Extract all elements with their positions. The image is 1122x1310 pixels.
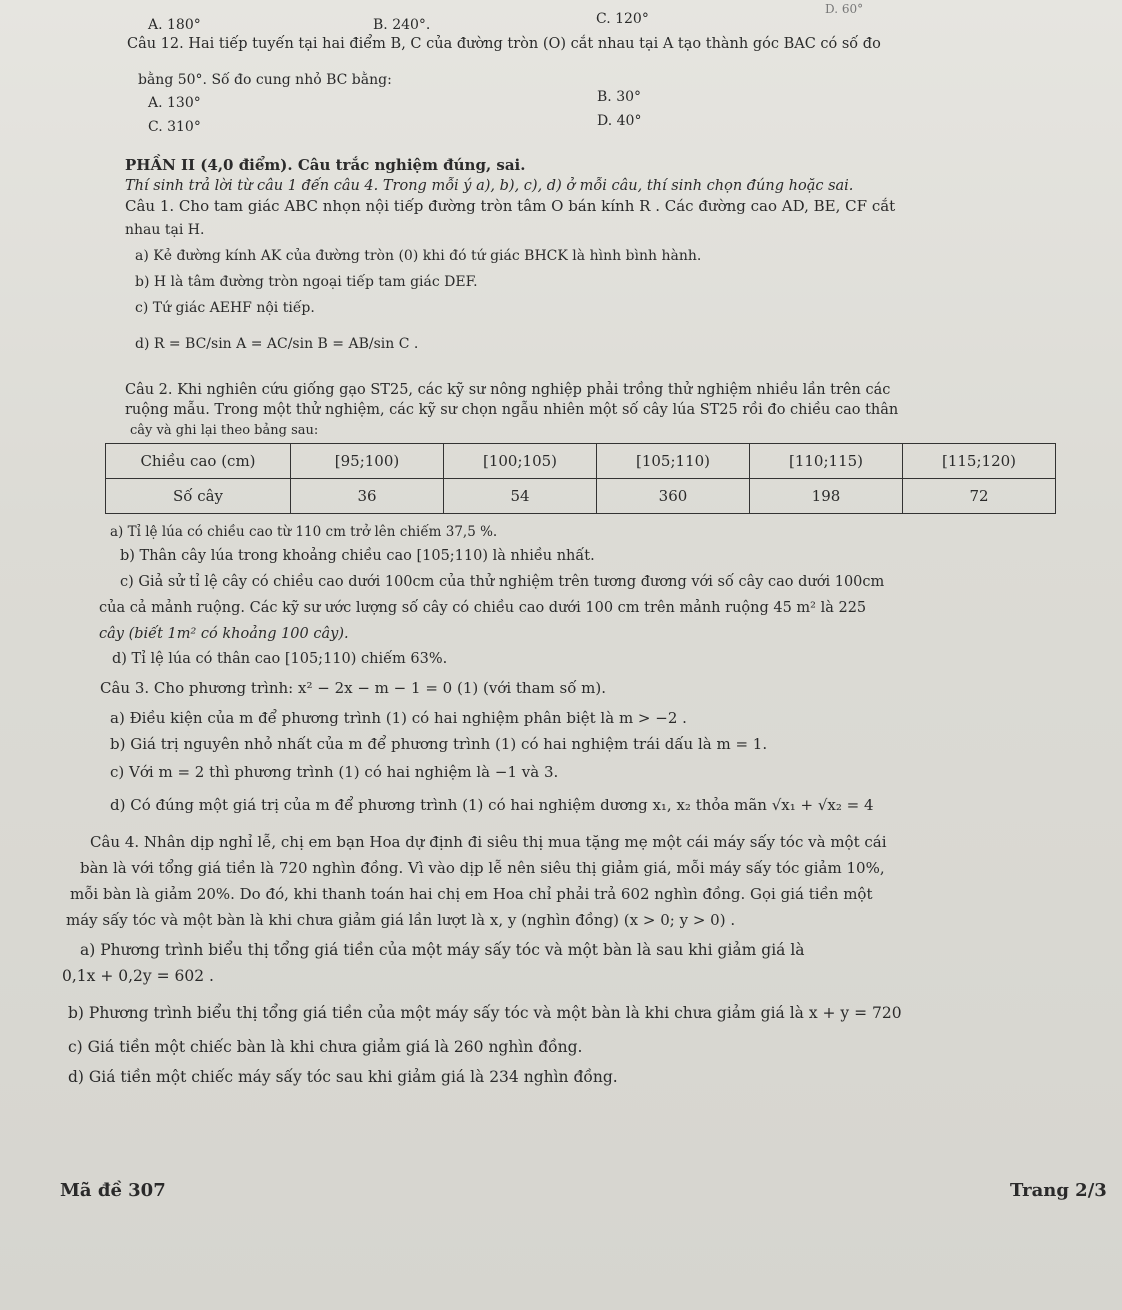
q12-option-a: A. 130° [148,95,201,111]
q2-line1: Câu 2. Khi nghiên cứu giống gạo ST25, các kỹ sư nông nghiệp phải trồng thử nghiệm nhiều lần trên các [125,382,891,398]
q2-d: d) Tỉ lệ lúa có thân cao [105;110) chiếm 63%. [112,651,448,667]
top-option-b: B. 240°. [373,17,431,33]
q12-line2: bằng 50°. Số đo cung nhỏ BC bằng: [138,72,392,88]
q2-b: b) Thân cây lúa trong khoảng chiều cao [105;110) là nhiều nhất. [120,548,595,564]
q2-c2: của cả mảnh ruộng. Các kỹ sư ước lượng số cây có chiều cao dưới 100 cm trên mảnh ruộng 45 m² là 225 [99,600,867,616]
q3-b: b) Giá trị nguyên nhỏ nhất của m để phương trình (1) có hai nghiệm trái dấu là m = 1. [110,735,768,753]
q4-line1: Câu 4. Nhân dịp nghỉ lễ, chị em bạn Hoa dự định đi siêu thị mua tặng mẹ một cái máy sấy tóc và một cái [90,833,887,851]
q4-a1: a) Phương trình biểu thị tổng giá tiền của một máy sấy tóc và một bàn là sau khi giảm giá là [80,941,805,959]
q1-d: d) R = BC/sin A = AC/sin B = AB/sin C . [135,336,419,352]
q4-line4: máy sấy tóc và một bàn là khi chưa giảm giá lần lượt là x, y (nghìn đồng) (x > 0; y > 0) . [66,911,736,929]
q2-c3: cây (biết 1m² có khoảng 100 cây). [99,626,349,642]
table-cell: [100;105) [444,444,597,479]
q4-line2: bàn là với tổng giá tiền là 720 nghìn đồng. Vì vào dịp lễ nên siêu thị giảm giá, mỗi máy sấy tóc giảm 10%, [80,859,885,877]
table-cell: 198 [750,479,903,514]
table-cell: 360 [597,479,750,514]
q1-a: a) Kẻ đường kính AK của đường tròn (0) khi đó tứ giác BHCK là hình bình hành. [135,248,702,264]
table-cell: [115;120) [903,444,1056,479]
q12-option-b: B. 30° [597,89,642,105]
page-number: Trang 2/3 [1010,1180,1107,1201]
q1-b: b) H là tâm đường tròn ngoại tiếp tam giác DEF. [135,274,478,290]
top-option-d: D. 60° [825,2,864,16]
q2-c1: c) Giả sử tỉ lệ cây có chiều cao dưới 100cm của thử nghiệm trên tương đương với số cây cao dưới 100cm [120,574,885,590]
q4-line3: mỗi bàn là giảm 20%. Do đó, khi thanh toán hai chị em Hoa chỉ phải trả 602 nghìn đồng. Gọi giá tiền một [70,885,873,903]
part2-instruction: Thí sinh trả lời từ câu 1 đến câu 4. Trong mỗi ý a), b), c), d) ở mỗi câu, thí sinh chọn đúng hoặc sai. [125,178,854,194]
table-cell: Chiều cao (cm) [106,444,291,479]
table-cell: Số cây [106,479,291,514]
q1-line1: Câu 1. Cho tam giác ABC nhọn nội tiếp đường tròn tâm O bán kính R . Các đường cao AD, BE, CF cắt [125,197,896,215]
q12-option-c: C. 310° [148,119,201,135]
q2-line3: cây và ghi lại theo bảng sau: [130,423,319,438]
q2-a: a) Tỉ lệ lúa có chiều cao từ 110 cm trở lên chiếm 37,5 %. [110,524,498,540]
exam-code: Mã đề 307 [60,1180,166,1201]
part2-title: PHẦN II (4,0 điểm). Câu trắc nghiệm đúng, sai. [125,156,526,174]
top-option-c: C. 120° [596,11,649,27]
q4-b: b) Phương trình biểu thị tổng giá tiền của một máy sấy tóc và một bàn là khi chưa giảm giá là x + y = 720 [68,1004,902,1022]
q4-a2: 0,1x + 0,2y = 602 . [62,967,214,985]
q1-c: c) Tứ giác AEHF nội tiếp. [135,300,315,316]
q2-line2: ruộng mẫu. Trong một thử nghiệm, các kỹ sư chọn ngẫu nhiên một số cây lúa ST25 rồi đo chiều cao thân [125,402,899,418]
q3-line1: Câu 3. Cho phương trình: x² − 2x − m − 1 = 0 (1) (với tham số m). [100,679,607,697]
height-table [105,443,1056,514]
table-cell: 36 [291,479,444,514]
top-option-a: A. 180° [148,17,201,33]
q4-d: d) Giá tiền một chiếc máy sấy tóc sau khi giảm giá là 234 nghìn đồng. [68,1068,618,1086]
table-cell: [110;115) [750,444,903,479]
q3-a: a) Điều kiện của m để phương trình (1) có hai nghiệm phân biệt là m > −2 . [110,709,687,727]
q12-line1: Câu 12. Hai tiếp tuyến tại hai điểm B, C của đường tròn (O) cắt nhau tại A tạo thành góc BAC có số đo [127,36,881,52]
table-cell: [95;100) [291,444,444,479]
table-row [106,479,1056,514]
table-row [106,444,1056,479]
q3-d: d) Có đúng một giá trị của m để phương trình (1) có hai nghiệm dương x₁, x₂ thỏa mãn √x₁ + √x₂ = 4 [110,796,874,814]
table-cell: 54 [444,479,597,514]
table-cell: [105;110) [597,444,750,479]
table-cell: 72 [903,479,1056,514]
q12-option-d: D. 40° [597,113,642,129]
q3-c: c) Với m = 2 thì phương trình (1) có hai nghiệm là −1 và 3. [110,763,559,781]
q4-c: c) Giá tiền một chiếc bàn là khi chưa giảm giá là 260 nghìn đồng. [68,1038,583,1056]
q1-line2: nhau tại H. [125,222,205,238]
